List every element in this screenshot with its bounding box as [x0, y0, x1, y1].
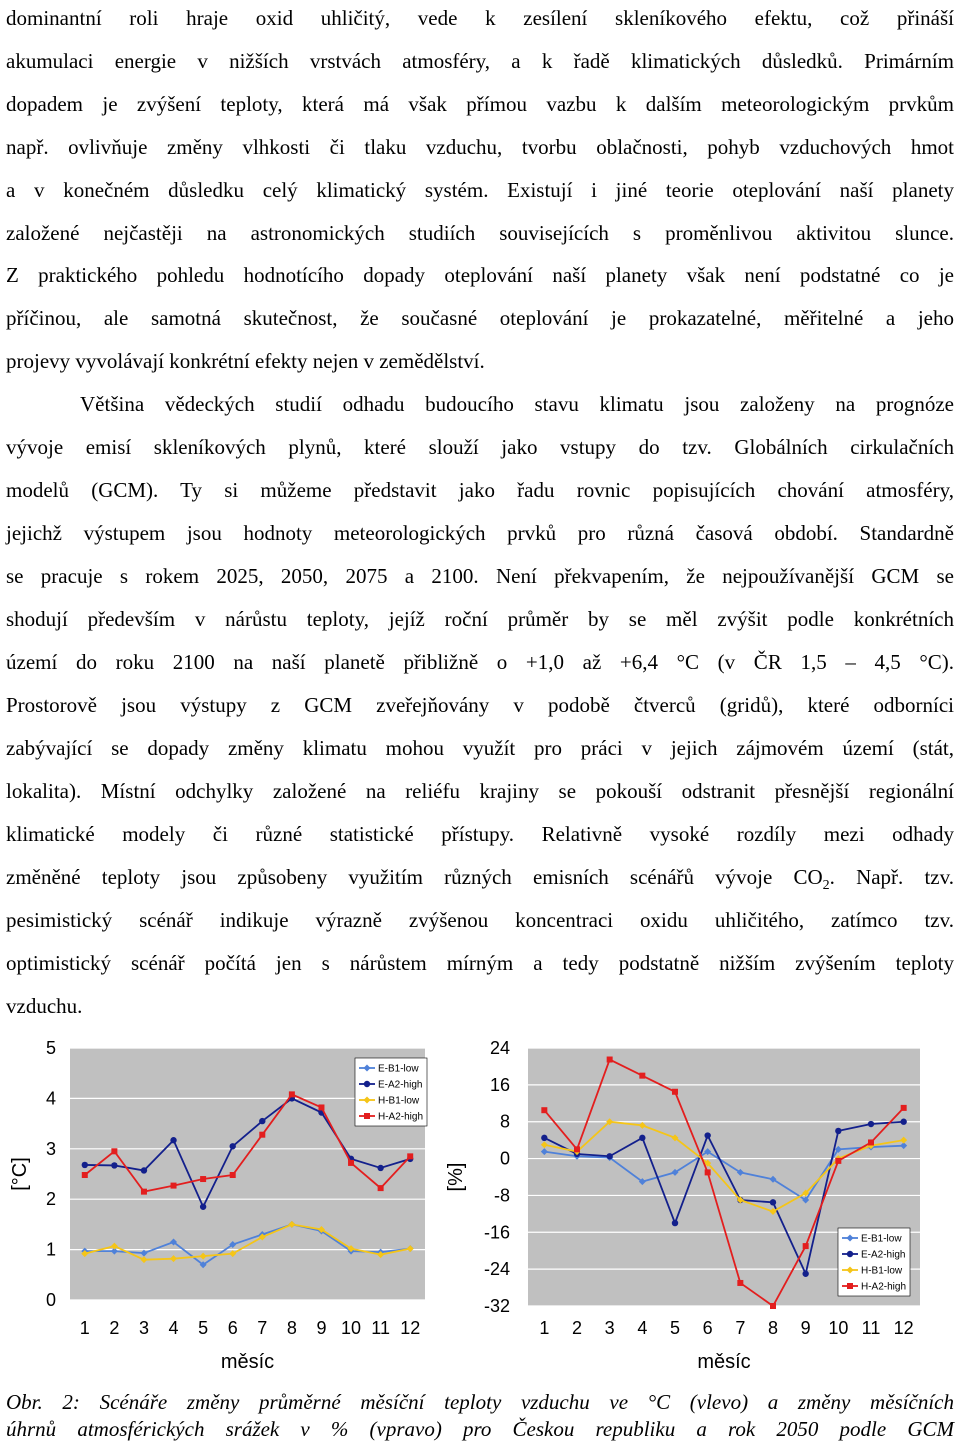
- temperature-chart: [9, 1038, 427, 1373]
- data-point: [639, 1073, 645, 1079]
- x-tick-label: 4: [168, 1318, 179, 1338]
- data-point: [802, 1271, 808, 1277]
- x-tick-label: 11: [371, 1318, 390, 1338]
- paragraph-1-line: a v konečném důsledku celý klimatický systém. Existují i jiné teorie oteplování naší planety: [6, 178, 954, 202]
- x-tick-label: 5: [669, 1318, 681, 1338]
- paragraph-2-line: optimistický scénář počítá jen s nárůstem mírným a tedy podstatně nižším zvýšením teploty: [6, 951, 954, 975]
- data-point: [607, 1057, 613, 1063]
- data-point: [803, 1243, 809, 1249]
- data-point: [541, 1135, 547, 1141]
- paragraph-2-line: vzduchu.: [6, 994, 83, 1018]
- paragraph-1-line: dopadem je zvýšení teploty, která má však přímou vazbu k dalším meteorologickým prvkům: [6, 92, 954, 116]
- figure-charts: [0, 1030, 960, 1390]
- caption-line: úhrnů atmosférických srážek v % (vpravo) pro Českou republiku a rok 2050 podle GCM: [6, 1417, 954, 1441]
- x-tick-label: 4: [637, 1318, 648, 1338]
- data-point: [868, 1121, 874, 1127]
- data-point: [639, 1135, 645, 1141]
- data-point: [318, 1104, 324, 1110]
- paragraph-1-line: akumulaci energie v nižších vrstvách atmosféry, a k řadě klimatických důsledků. Primárním: [6, 49, 954, 73]
- x-tick-label: 6: [702, 1318, 713, 1338]
- x-tick-label: 3: [138, 1318, 149, 1338]
- x-tick-label: 3: [604, 1318, 615, 1338]
- paragraph-2-line: klimatické modely či různé statistické přístupy. Relativně vysoké rozdíly mezi odhady: [6, 822, 954, 846]
- y-tick-label: -8: [493, 1185, 510, 1206]
- data-point: [171, 1183, 177, 1189]
- paragraph-2-line: jejichž výstupem jsou hodnoty meteorologických prvků pro různá časová období. Standardně: [6, 521, 954, 545]
- x-tick-label: 12: [400, 1318, 421, 1338]
- x-tick-label: 2: [571, 1318, 583, 1338]
- x-tick-label: 9: [316, 1318, 327, 1338]
- y-axis-label: [°C]: [9, 1157, 31, 1191]
- x-tick-label: 1: [79, 1318, 90, 1338]
- data-point: [770, 1199, 776, 1205]
- data-point: [348, 1160, 354, 1166]
- paragraph-2-line: zabývající se dopady změny klimatu mohou využít pro práci v jejich zájmovém území (stát,: [6, 736, 954, 760]
- paragraph-1-line: projevy vyvolávají konkrétní efekty nejen v zemědělství.: [6, 349, 485, 373]
- y-tick-label: 0: [499, 1148, 510, 1169]
- legend-label: E-B1-low: [378, 1063, 419, 1075]
- legend-label: H-A2-high: [861, 1281, 907, 1293]
- data-point: [407, 1153, 413, 1159]
- y-tick-label: 2: [45, 1189, 56, 1210]
- paragraph-1-line: příčinou, ale samotná skutečnost, že současné oteplování je prokazatelné, měřitelné a jeho: [6, 306, 954, 330]
- paragraph-2-line: se pracuje s rokem 2025, 2050, 2075 a 2100. Není překvapením, že nejpoužívanější GCM se: [6, 564, 954, 588]
- caption-line: Obr. 2: Scénáře změny průměrné měsíční teploty vzduchu ve °C (vlevo) a změny měsíčních: [6, 1390, 954, 1414]
- legend-label: H-B1-low: [378, 1095, 420, 1107]
- data-point: [111, 1162, 117, 1168]
- paragraph-1-line: Z praktického pohledu hodnotícího dopady oteplování naší planety však není podstatné co je: [6, 263, 954, 287]
- data-point: [141, 1167, 147, 1173]
- paragraph-2-line: Prostorově jsou výstupy z GCM zveřejňovány v podobě čtverců (gridů), které odborníci: [6, 693, 954, 717]
- paragraph-2-line: [6, 864, 954, 899]
- co2-line-text: změněné teploty jsou způsobeny využitím různých emisních scénářů vývoje CO: [6, 865, 823, 889]
- data-point: [704, 1132, 710, 1138]
- x-tick-label: 11: [861, 1318, 881, 1338]
- y-tick-label: 8: [499, 1111, 510, 1132]
- y-tick-label: 16: [489, 1074, 510, 1095]
- data-point: [672, 1089, 678, 1095]
- data-point: [230, 1143, 236, 1149]
- data-point: [82, 1172, 88, 1178]
- data-point: [230, 1172, 236, 1178]
- data-point: [364, 1081, 370, 1087]
- x-tick-label: 12: [893, 1318, 914, 1338]
- data-point: [82, 1162, 88, 1168]
- data-point: [111, 1148, 117, 1154]
- data-point: [141, 1189, 147, 1195]
- data-point: [737, 1280, 743, 1286]
- y-tick-label: 5: [45, 1038, 56, 1058]
- paragraph-1-line: dominantní roli hraje oxid uhličitý, vede k zesílení skleníkového efektu, což přináší: [6, 6, 954, 30]
- data-point: [200, 1176, 206, 1182]
- legend-label: E-A2-high: [861, 1249, 906, 1261]
- data-point: [847, 1251, 853, 1257]
- legend-label: E-A2-high: [378, 1079, 423, 1091]
- x-axis-label: měsíc: [697, 1351, 751, 1373]
- x-tick-label: 7: [257, 1318, 268, 1338]
- paragraph-2-line: vývoje emisí skleníkových plynů, které slouží jako vstupy do tzv. Globálních cirkulačních: [6, 435, 954, 459]
- y-tick-label: 3: [45, 1138, 56, 1159]
- legend: [355, 1058, 427, 1126]
- data-point: [377, 1165, 383, 1171]
- legend-label: H-A2-high: [378, 1111, 424, 1123]
- paragraph-2-line: lokalita). Místní odchylky založené na reliéfu krajiny se pokouší odstranit přesnější regionální: [6, 779, 954, 803]
- paragraph-1-line: založené nejčastěji na astronomických studiích souvisejících s proměnlivou aktivitou slunce.: [6, 221, 954, 245]
- data-point: [705, 1169, 711, 1175]
- x-tick-label: 7: [735, 1318, 746, 1338]
- figure-2: [0, 1030, 960, 1390]
- data-point: [541, 1107, 547, 1113]
- data-point: [847, 1283, 853, 1289]
- y-tick-label: -24: [483, 1259, 510, 1280]
- paragraph-2-line: modelů (GCM). Ty si můžeme představit jako řadu rovnic popisujících chování atmosféry,: [6, 478, 954, 502]
- y-axis-label: [%]: [445, 1162, 467, 1192]
- data-point: [289, 1091, 295, 1097]
- data-point: [900, 1119, 906, 1125]
- paragraph-2-line: shodují především v nárůstu teploty, jejíž roční průměr by se měl zvýšit podle konkrétních: [6, 607, 954, 631]
- legend: [838, 1228, 910, 1296]
- data-point: [901, 1105, 907, 1111]
- x-tick-label: 6: [227, 1318, 238, 1338]
- x-tick-label: 1: [539, 1318, 550, 1338]
- paragraph-2-line: pesimistický scénář indikuje výrazně zvýšenou koncentraci oxidu uhličitého, zatímco tzv.: [6, 908, 954, 932]
- x-tick-label: 8: [767, 1318, 779, 1338]
- co2-line-tail: . Např. tzv.: [829, 865, 954, 889]
- paragraph-2-line: Většina vědeckých studií odhadu budoucího stavu klimatu jsou založeny na prognóze: [80, 392, 954, 416]
- data-point: [378, 1185, 384, 1191]
- x-axis-label: měsíc: [220, 1351, 275, 1373]
- data-point: [835, 1158, 841, 1164]
- co2-subscript: 2: [822, 878, 830, 894]
- data-point: [868, 1139, 874, 1145]
- data-point: [835, 1128, 841, 1134]
- legend-label: E-B1-low: [861, 1233, 902, 1245]
- paragraph-2-line: území do roku 2100 na naší planetě přibližně o +1,0 až +6,4 °C (v ČR 1,5 – 4,5 °C).: [6, 650, 954, 674]
- x-tick-label: 8: [286, 1318, 297, 1338]
- x-tick-label: 5: [198, 1318, 209, 1338]
- legend-label: H-B1-low: [861, 1265, 903, 1277]
- data-point: [170, 1137, 176, 1143]
- data-point: [672, 1220, 678, 1226]
- x-tick-label: 2: [109, 1318, 120, 1338]
- x-tick-label: 10: [828, 1318, 849, 1338]
- y-tick-label: -16: [483, 1222, 510, 1243]
- y-tick-label: 4: [45, 1088, 56, 1109]
- data-point: [200, 1204, 206, 1210]
- x-tick-label: 9: [800, 1318, 811, 1338]
- y-tick-label: 0: [45, 1290, 56, 1310]
- data-point: [770, 1303, 776, 1309]
- data-point: [574, 1146, 580, 1152]
- paragraph-1-line: např. ovlivňuje změny vlhkosti či tlaku vzduchu, tvorbu oblačnosti, pohyb vzduchových hmot: [6, 135, 954, 159]
- data-point: [259, 1132, 265, 1138]
- x-tick-label: 10: [341, 1318, 362, 1338]
- data-point: [364, 1113, 370, 1119]
- y-tick-label: 1: [45, 1239, 56, 1260]
- y-tick-label: 24: [489, 1038, 510, 1058]
- data-point: [259, 1118, 265, 1124]
- y-tick-label: -32: [483, 1296, 510, 1316]
- data-point: [606, 1153, 612, 1159]
- precipitation-chart: [445, 1038, 920, 1373]
